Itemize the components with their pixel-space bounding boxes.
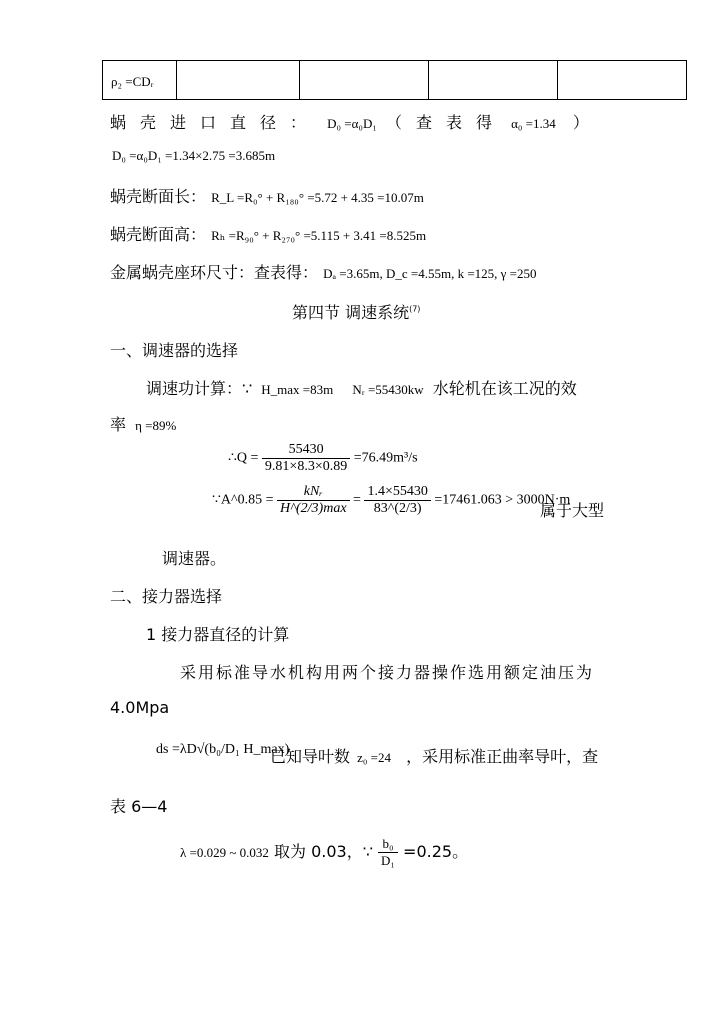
section-reference: (7)	[409, 304, 421, 314]
q-fraction	[262, 442, 350, 475]
q-result: =76.49m³/s	[353, 450, 418, 466]
governor-text-line2: 调速器。	[162, 549, 227, 568]
metal-ring-line	[110, 260, 537, 283]
volute-inlet-line	[110, 110, 589, 133]
a-prefix: ∵A^0.85 =	[212, 492, 274, 508]
volute-length-label: 蜗壳断面长：	[110, 187, 207, 206]
z0-value: z₀ =24	[357, 750, 391, 765]
metal-ring-label: 金属蜗壳座环尺寸：查表得：	[110, 263, 319, 282]
ds-text-line	[270, 744, 598, 767]
paragraph-line-2: 4.0Mpa	[110, 698, 170, 717]
nr-value: Nᵣ =55430kw	[352, 382, 424, 397]
q-numerator: 55430	[288, 442, 324, 457]
lambda-text: 取为 0.03，∵	[274, 842, 373, 861]
heading-servomotor-selection: 二、接力器选择	[110, 587, 223, 606]
hmax-value: H_max =83m	[261, 382, 334, 397]
table-cell-text: ρ₂ =CDᵣ	[111, 73, 154, 89]
table-cell	[177, 61, 300, 100]
table-reference: 表 6—4	[110, 797, 168, 816]
alpha-value: α₀ =1.34	[511, 116, 556, 131]
frac-denominator: D₁	[378, 852, 398, 869]
q-prefix: ∴Q =	[228, 450, 259, 466]
table-cell	[429, 61, 558, 100]
table-cell-formula	[103, 61, 177, 100]
a-formula: ∵A^0.85 = $\frac{\text{kNᵣ}}{H\^{}(2/3)\max}$ = $\frac{1.4\times 55430}{83\^{}(2/3)}$ =17461.063 > 3000N·m	[212, 484, 571, 516]
q-formula	[228, 442, 418, 475]
parameter-table	[102, 60, 687, 100]
q-denominator: 9.81×8.3×0.89	[262, 458, 350, 475]
ds-text-b: ，采用标准正曲率导叶，查	[406, 747, 599, 766]
a-num-1: kNᵣ	[303, 484, 323, 499]
work-calc-label: 调速功计算：∵	[146, 379, 253, 398]
lambda-result: =0.25。	[403, 842, 469, 861]
large-governor-text: 属于大型	[540, 501, 605, 520]
work-calc-text: 水轮机在该工况的效	[432, 379, 577, 398]
work-calc-line	[146, 376, 577, 399]
frac-numerator: b₀	[382, 836, 394, 851]
volute-inlet-calc: D₀ =α₀D₁ =1.34×2.75 =3.685m	[112, 148, 276, 163]
volute-inlet-label: 蜗壳进口直径：	[110, 113, 321, 132]
efficiency-line	[110, 412, 176, 435]
paragraph-line-1: 采用标准导水机构用两个接力器操作选用额定油压为	[180, 663, 595, 682]
volute-height-line	[110, 222, 426, 245]
efficiency-label: 率	[110, 415, 127, 434]
a-den-2: 83^(2/3)	[364, 500, 430, 517]
volute-inlet-formula: D₀ =α₀D₁	[327, 116, 377, 131]
b0-d1-fraction	[378, 836, 398, 869]
volute-length-formula: R_L =R₀° + R₁₈₀° =5.72 + 4.35 =10.07m	[211, 190, 424, 205]
table-cell	[300, 61, 429, 100]
a-fraction-2	[364, 484, 430, 517]
a-result: =17461.063 > 3000N·m	[434, 492, 571, 508]
lambda-line	[180, 836, 468, 869]
metal-ring-formula: Dₐ =3.65m, D_c =4.55m, k =125, γ =250	[323, 266, 537, 281]
heading-servomotor-diameter: 1 接力器直径的计算	[146, 625, 290, 644]
a-den-1: H^(2/3)max	[277, 500, 350, 517]
table-row	[103, 61, 687, 100]
section-title-text: 第四节 调速系统	[292, 303, 410, 322]
ds-text-a: 已知导叶数	[270, 747, 351, 766]
volute-inlet-note-close: ）	[572, 113, 589, 132]
a-num-2: 1.4×55430	[367, 484, 428, 499]
a-fraction-1	[277, 484, 350, 517]
volute-height-formula: Rₕ =R₉₀° + R₂₇₀° =5.115 + 3.41 =8.525m	[211, 228, 427, 243]
volute-inlet-note: （查表得	[385, 113, 506, 132]
lambda-range: λ =0.029 ~ 0.032	[180, 845, 269, 860]
eta-value: η =89%	[135, 418, 177, 433]
table-cell	[558, 61, 687, 100]
ds-formula: ds =λD√(b₀/D₁ H_max)	[156, 742, 290, 757]
heading-governor-selection: 一、调速器的选择	[110, 341, 239, 360]
volute-height-label: 蜗壳断面高：	[110, 225, 207, 244]
section-title	[292, 300, 420, 323]
volute-length-line	[110, 184, 424, 207]
